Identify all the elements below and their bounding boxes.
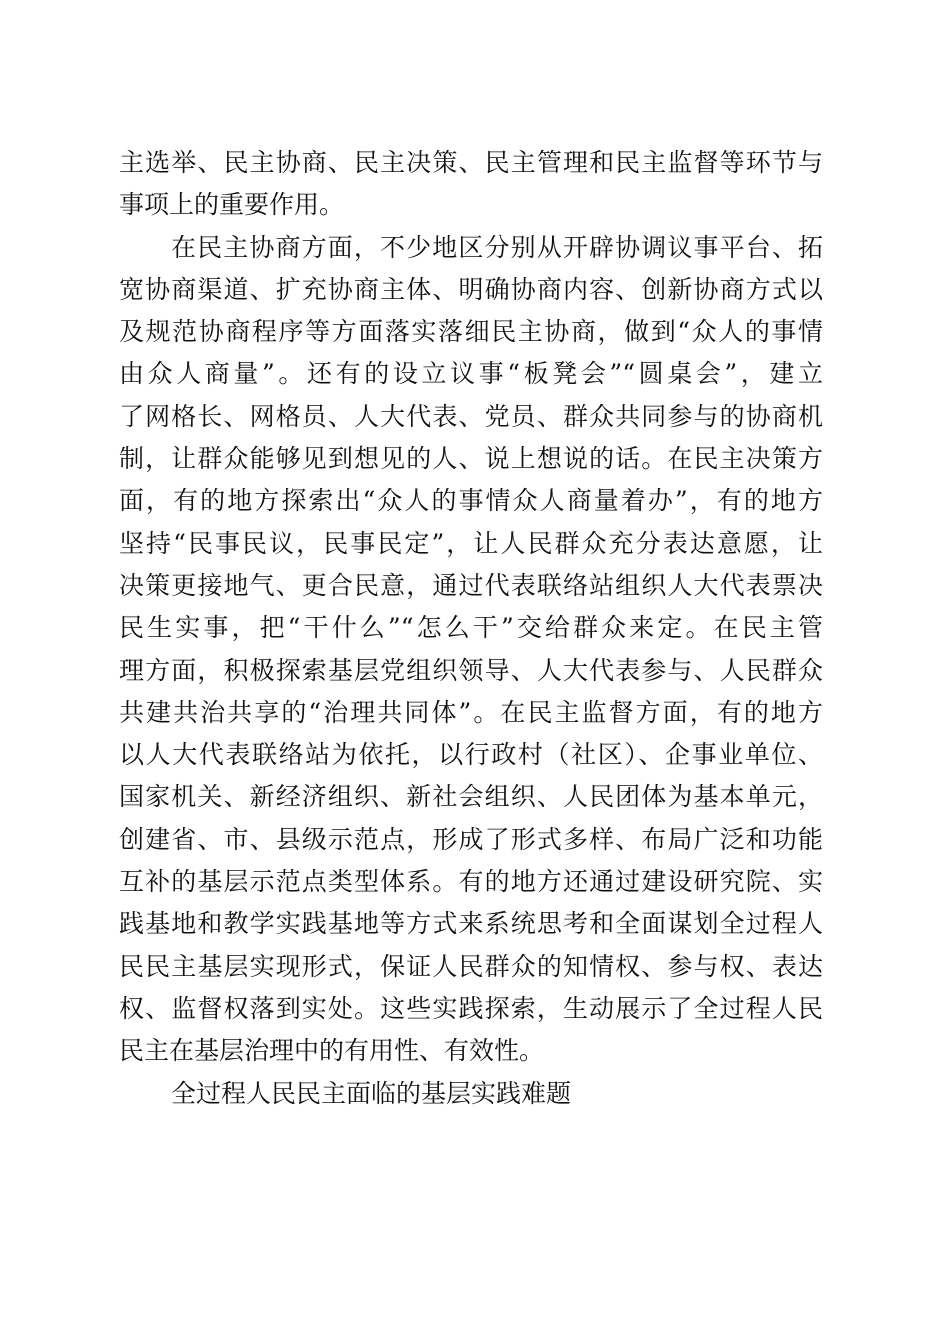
text-line: 互补的基层示范点类型体系。有的地方还通过建设研究院、实 [119, 867, 823, 897]
text-line: 面，有的地方探索出“众人的事情众人商量着办”，有的地方 [119, 486, 823, 516]
text-line: 了网格长、网格员、人大代表、党员、群众共同参与的协商机 [119, 401, 823, 431]
text-line: 坚持“民事民议，民事民定”，让人民群众充分表达意愿，让 [119, 528, 823, 558]
text-line: 创建省、市、县级示范点，形成了形式多样、布局广泛和功能 [119, 824, 823, 854]
text-line: 理方面，积极探索基层党组织领导、人大代表参与、人民群众 [119, 655, 823, 685]
section-heading: 全过程人民民主面临的基层实践难题 [171, 1078, 572, 1108]
body-text [119, 142, 823, 1115]
text-line: 由众人商量”。还有的设立议事“板凳会”“圆桌会”，建立 [119, 359, 823, 389]
text-line: 民民主基层实现形式，保证人民群众的知情权、参与权、表达 [119, 951, 823, 981]
text-line: 事项上的重要作用。 [119, 190, 345, 220]
text-line: 共建共治共享的“治理共同体”。在民主监督方面，有的地方 [119, 697, 823, 727]
paragraph-first-line: 在民主协商方面，不少地区分别从开辟协调议事平台、拓 [171, 232, 823, 262]
text-line: 民生实事，把“干什么”“怎么干”交给群众来定。在民主管 [119, 613, 823, 643]
text-line: 国家机关、新经济组织、新社会组织、人民团体为基本单元， [119, 782, 823, 812]
text-line: 践基地和教学实践基地等方式来系统思考和全面谋划全过程人 [119, 909, 823, 939]
text-line: 权、监督权落到实处。这些实践探索，生动展示了全过程人民 [119, 993, 823, 1023]
text-line: 宽协商渠道、扩充协商主体、明确协商内容、创新协商方式以 [119, 274, 823, 304]
text-line: 主选举、民主协商、民主决策、民主管理和民主监督等环节与 [119, 148, 823, 177]
text-line: 民主在基层治理中的有用性、有效性。 [119, 1036, 545, 1066]
text-line: 制，让群众能够见到想见的人、说上想说的话。在民主决策方 [119, 444, 823, 474]
text-line: 以人大代表联络站为依托，以行政村（社区）、企事业单位、 [119, 740, 823, 770]
text-line: 及规范协商程序等方面落实落细民主协商，做到“众人的事情 [119, 317, 823, 347]
text-line: 决策更接地气、更合民意，通过代表联络站组织人大代表票决 [119, 570, 823, 600]
